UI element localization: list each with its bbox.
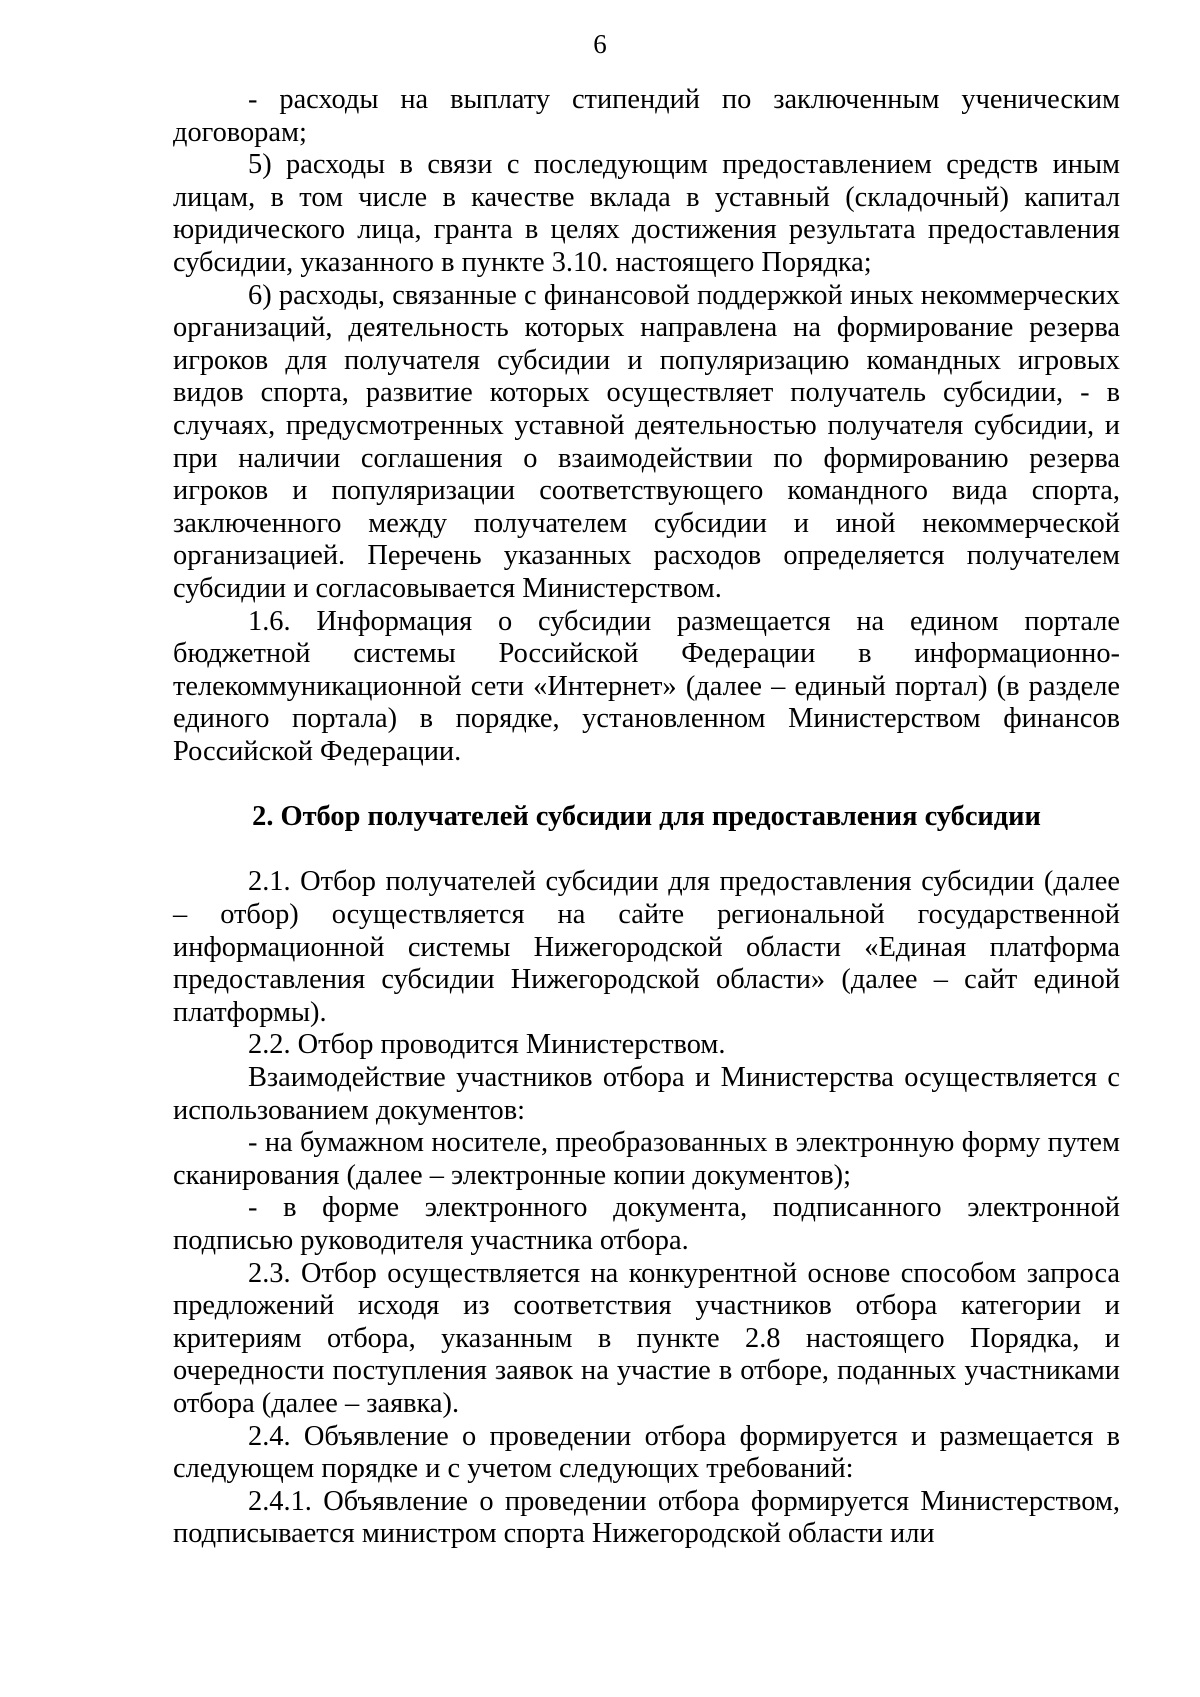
paragraph-interaction: Взаимодействие участников отбора и Министерства осуществляется с использованием документов: [173, 1062, 1120, 1126]
document-body [173, 84, 1120, 1551]
paragraph-electronic-documents: - в форме электронного документа, подписанного электронной подписью руководителя участника отбора. [173, 1192, 1120, 1256]
paragraph-2-2: 2.2. Отбор проводится Министерством. [248, 1029, 726, 1061]
paragraph-2-3: 2.3. Отбор осуществляется на конкурентной основе способом запроса предложений исходя из соответствия участников отбора категории и критериям отбора, указанным в пункте 2.8 настоящего Порядка, и очередности поступления заявок на участие в отборе, поданных участниками отбора (далее – заявка). [173, 1257, 1120, 1419]
paragraph-2-1: 2.1. Отбор получателей субсидии для предоставления субсидии (далее – отбор) осуществляется на сайте региональной государственной информационной системы Нижегородской области «Единая платформа предоставления субсидии Нижегородской области» (далее – сайт единой платформы). [173, 866, 1120, 1028]
paragraph-stipend-expenses: - расходы на выплату стипендий по заключенным ученическим договорам; [173, 84, 1120, 148]
section-heading: 2. Отбор получателей субсидии для предоставления субсидии [252, 801, 1041, 833]
paragraph-item-5: 5) расходы в связи с последующим предоставлением средств иным лицам, в том числе в качестве вклада в уставный (складочный) капитал юридического лица, гранта в целях достижения результата предоставления субсидии, указанного в пункте 3.10. настоящего Порядка; [173, 149, 1120, 278]
paragraph-2-4: 2.4. Объявление о проведении отбора формируется и размещается в следующем порядке и с учетом следующих требований: [173, 1420, 1120, 1485]
paragraph-2-4-1: 2.4.1. Объявление о проведении отбора формируется Министерством, подписывается министром спорта Нижегородской области или [173, 1485, 1120, 1550]
paragraph-item-6: 6) расходы, связанные с финансовой поддержкой иных некоммерческих организаций, деятельность которых направлена на формирование резерва игроков для получателя субсидии и популяризацию командных игровых видов спорта, развитие которых осуществляет получатель субсидии, - в случаях, предусмотренных уставной деятельностью получателя субсидии, и при наличии соглашения о взаимодействии по формированию резерва игроков и популяризации соответствующего командного вида спорта, заключенного между получателем субсидии и иной некоммерческой организацией. Перечень указанных расходов определяется получателем субсидии и согласовывается Министерством. [173, 279, 1120, 604]
page-number: 6 [593, 29, 607, 59]
paragraph-1-6: 1.6. Информация о субсидии размещается на едином портале бюджетной системы Российской Федерации в информационно-телекоммуникационной сети «Интернет» (далее – единый портал) (в разделе единого портала) в порядке, установленном Министерством финансов Российской Федерации. [173, 605, 1120, 767]
paragraph-paper-documents: - на бумажном носителе, преобразованных в электронную форму путем сканирования (далее – электронные копии документов); [173, 1127, 1120, 1191]
